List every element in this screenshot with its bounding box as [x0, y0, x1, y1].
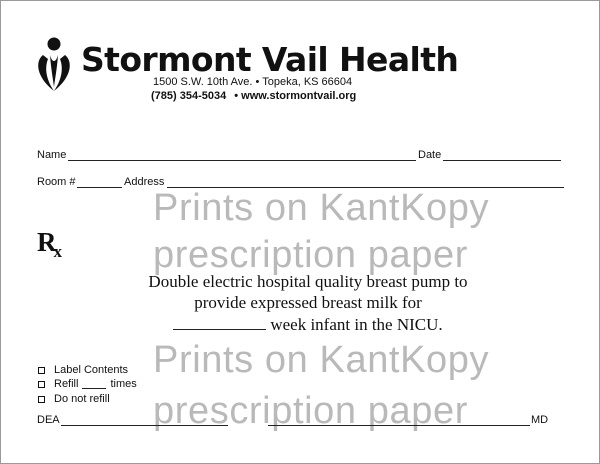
- room-field[interactable]: [77, 187, 122, 188]
- signature-field[interactable]: [268, 425, 530, 426]
- prescription-line-2: provide expressed breast milk for: [194, 293, 422, 312]
- stormont-vail-logo-icon: [35, 37, 75, 93]
- checkbox[interactable]: [38, 396, 45, 403]
- hospital-address: 1500 S.W. 10th Ave. • Topeka, KS 66604: [153, 76, 353, 88]
- prescription-line-3: week infant in the NICU.: [111, 315, 505, 335]
- checkbox[interactable]: [38, 367, 45, 374]
- watermark-line-2: prescription paper: [153, 234, 468, 276]
- watermark-line-1: Prints on KantKopy: [153, 187, 490, 229]
- hospital-phone: (785) 354-5034: [151, 90, 227, 102]
- weeks-blank-field[interactable]: [173, 316, 266, 330]
- option-label-contents[interactable]: Label Contents: [38, 364, 128, 376]
- watermark-line-3: Prints on KantKopy: [153, 339, 490, 381]
- option-do-not-refill[interactable]: Do not refill: [38, 393, 110, 405]
- name-field[interactable]: [68, 160, 416, 161]
- name-label: Name: [37, 149, 67, 161]
- option-refill[interactable]: Refill times: [38, 378, 137, 390]
- brand-name: Stormont Vail Health: [81, 40, 459, 79]
- checkbox[interactable]: [38, 381, 45, 388]
- dea-label: DEA: [37, 414, 60, 426]
- rx-symbol-icon: $R_x$: [37, 227, 62, 261]
- prescription-line-1: Double electric hospital quality breast pump to: [148, 272, 468, 291]
- watermark-line-4: prescription paper: [153, 390, 468, 432]
- contact-line: [151, 90, 356, 102]
- hospital-website: • www.stormontvail.org: [234, 90, 357, 102]
- date-field[interactable]: [443, 160, 561, 161]
- room-label: Room #: [37, 176, 76, 188]
- refill-count-field[interactable]: [82, 379, 106, 389]
- date-label: Date: [418, 149, 442, 161]
- dea-field[interactable]: [61, 425, 228, 426]
- md-label: MD: [531, 414, 549, 426]
- address-label: Address: [124, 176, 165, 188]
